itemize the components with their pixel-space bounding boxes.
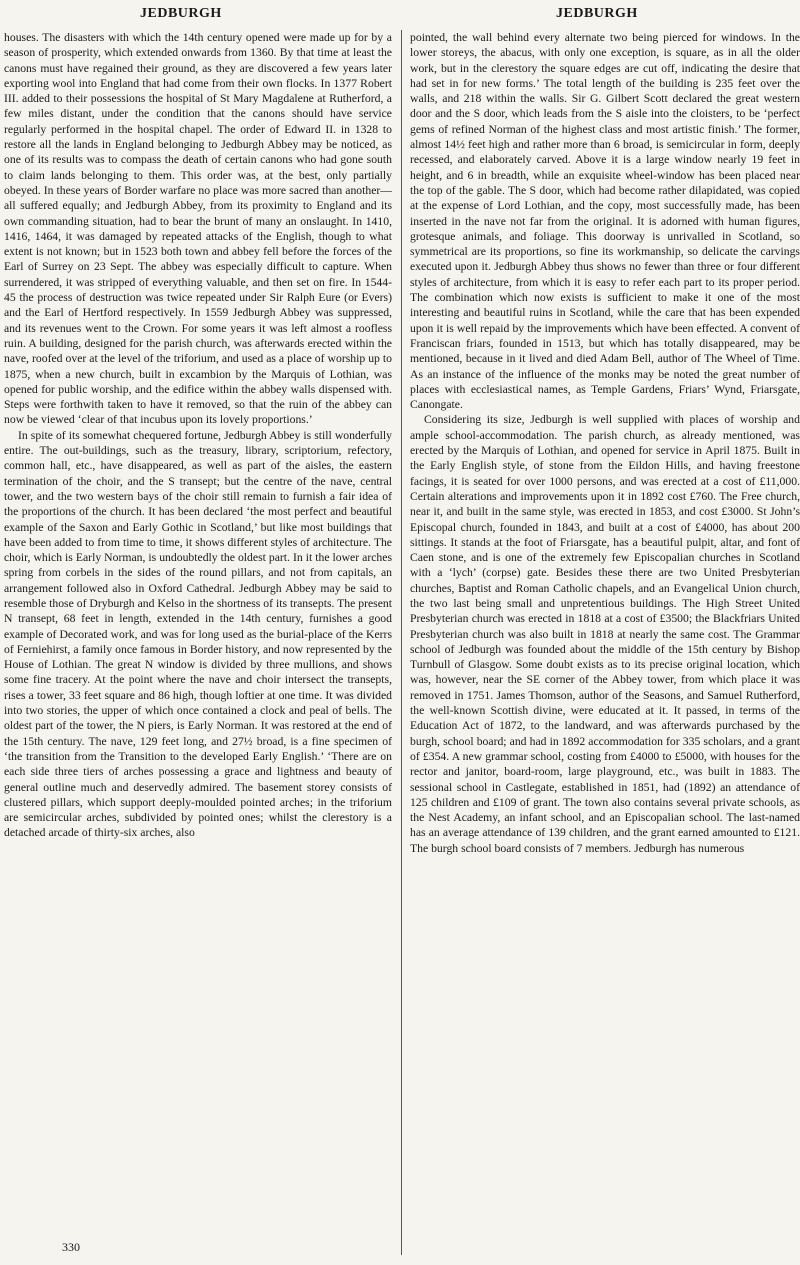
paragraph: Considering its size, Jedburgh is well supplied with places of worship and ample school-accommodation. The parish church, as already mentioned, was erected by the Marquis of Lothian, and opened for service in April 1875. Built in the Early English style, of stone from the Eildon Hills, and having freestone facings, it is seated for over 1000 persons, and was erected at a cost of £11,000. Certain alterations and improvements upon it in 1892 cost £760. The Free church, near it, and built in the same style, was erected in 1853, and cost £3000. St John’s Episcopal church, founded in 1843, and built at a cost of £4000, has about 200 sittings. It stands at the foot of Friarsgate, has a beautiful pulpit, altar, and font of Caen stone, and is one of the extremely few Episcopalian churches in Scotland with a ‘lych’ (corpse) gate. Besides these there are two United Presbyterian churches, Baptist and Roman Catholic chapels, and an Evangelical Union church, the two last being small and unpretentious buildings. The High Street United Presbyterian church was erected in 1818 at a cost of £3500; the Blackfriars United Presbyterian church was also built in 1818 at nearly the same cost. The Grammar school of Jedburgh was founded about the middle of the 15th century by Bishop Turnbull of Glasgow. Some doubt exists as to its precise original location, which was, however, near the SE corner of the Abbey tower, from which place it was removed in 1751. James Thomson, author of the Seasons, and Samuel Rutherford, the well-known Scottish divine, were educated at it. It passed, in terms of the Education Act of 1872, to the landward, and was afterwards purchased by the burgh, school board; and had in 1892 accommodation for 335 scholars, and a grant of £354. A new grammar school, costing from £4000 to £5000, with houses for the rector and janitor, board-room, large playground, etc., was built in 1883. The sessional school in Castlegate, established in 1851, had (1892) an attendance of 125 children and £109 of grant. The town also contains several private schools, as the Nest Academy, an infant school, and an Episcopalian school. The last-named has an average attendance of 139 children, and the grant earned amounted to £121. The burgh school board consists of 7 members. Jedburgh has numerous: [410, 413, 800, 855]
paragraph: houses. The disasters with which the 14th century opened were made up for by a season of prosperity, which extended onwards from 1360. By that time at least the canons must have regained their ground, as they are discovered a few years later exporting wool into England that had come from their own flocks. In 1377 Robert III. added to their possessions the hospital of St Mary Magdalene at Rutherford, a few miles distant, under the condition that the canons should have service regularly performed in the hospital chapel. The order of Edward II. in 1328 to restore all the lands in England belonging to Jedburgh Abbey may be noticed, as one of its results was to compass the death of certain canons who had gone south to claim lands belonging to them. This order was, at the best, only partially obeyed. In these years of Border warfare no place was more sacred than another—all suffered equally; and Jedburgh Abbey, from its proximity to England and its own commanding situation, had to bear the brunt of many an onslaught. In 1410, 1416, 1464, it was damaged by repeated attacks of the English, though to what extent is not known; but in 1523 both town and abbey fell before the forces of the Earl of Surrey on 23 Sept. The abbey was especially difficult to capture. When surrendered, it was stripped of everything valuable, and then set on fire. In 1544-45 the process of destruction was twice repeated under Sir Ralph Eure (or Evers) and the Earl of Hertford respectively. In 1559 Jedburgh Abbey was suppressed, and its revenues went to the Crown. For some years it was left almost a roofless ruin. A building, designed for the parish church, was afterwards erected within the nave, roofed over at the level of the triforium, and used as a place of worship up to 1875, when a new church, built in excambion by the Marquis of Lothian, was opened for public worship, and the edifice within the abbey walls dispensed with. Steps were forthwith taken to have it removed, so that the ruin of the abbey can now be viewed ‘clear of that incubus upon its lovely proportions.’: [4, 31, 392, 427]
column-divider: [401, 30, 402, 1255]
paragraph: In spite of its somewhat chequered fortune, Jedburgh Abbey is still wonderfully entire. The out-buildings, such as the treasury, library, scriptorium, refectory, common hall, etc., have disappeared, as well as part of the aisles, the eastern termination of the choir, and the S transept; but the centre of the nave, central tower, and the two western bays of the choir still remain to furnish a fair idea of the proportions of the church. It has been declared ‘the most perfect and beautiful example of the Saxon and Early Gothic in Scotland,’ but like most buildings that have been added to from time to time, it shows different styles of architecture. The choir, which is Early Norman, is undoubtedly the oldest part. In it the lower arches spring from corbels in the sides of the round pillars, and not from capitals, an arrangement followed also in Oxford Cathedral. Jedburgh Abbey may be said to resemble those of Dryburgh and Kelso in the shortness of its transepts. The present N transept, 68 feet in length, extended in the 14th century, furnishes a good example of Decorated work, and was for long used as the burial-place of the Kerrs of Ferniehirst, a family once famous in Border history, and now represented by the House of Lothian. The great N window is divided by three mullions, and shows some fine tracery. At the point where the nave and choir intersect the transepts, rises a tower, 33 feet square and 86 high, though loftier at one time. It was divided into two stories, the upper of which once contained a clock and peal of bells. The oldest part of the tower, the N piers, is Early Norman. It was restored at the end of the 15th century. The nave, 129 feet long, and 27½ broad, is a fine specimen of ‘the transition from the Transition to the developed Early English.’ ‘There are on each side three tiers of arches possessing a grace and lightness and beauty of general outline much and deservedly admired. The basement storey consists of clustered pillars, which support deeply-moulded pointed arches; in the triforium are semicircular arches, subdivided by pointed ones; whilst the clerestory is a detached arcade of thirty-six arches, also: [4, 428, 392, 840]
running-header: [0, 4, 800, 28]
page-number: 330: [62, 1240, 80, 1254]
right-column: [410, 30, 800, 856]
paragraph: pointed, the wall behind every alternate two being pierced for windows. In the lower storeys, the abacus, with only one exception, is square, as in all the older work, but in the clerestory the square edges are cut off, indicating the desire that had set in for new forms.’ The total length of the building is 235 feet over the walls, and 218 within the walls. Sir G. Gilbert Scott declared the great western door and the S door, which leads from the S aisle into the cloisters, to be ‘perfect gems of refined Norman of the highest class and most artistic finish.’ The former, almost 14½ feet high and rather more than 6 broad, is semicircular in form, deeply recessed, and elaborately carved. Above it is a large window nearly 19 feet in height, and 6 in breadth, while an exquisite wheel-window has been placed near the top of the gable. The S door, which had become rather dilapidated, was copied at the expense of Lord Lothian, and the copy, most successfully made, has been inserted in the nave not far from the original. It is adorned with human figures, grotesque animals, and foliage. This doorway is unrivalled in Scotland, so symmetrical are its proportions, so fine its workmanship, so delicate the carvings executed upon it. Jedburgh Abbey thus shows no fewer than three or four different styles of architecture, from which it is easy to refer each part to its proper period. The combination which now exists is sufficient to make it one of the most interesting and beautiful ruins in Scotland, while the care that has been expended upon it is well repaid by the improvements which have been effected. A convent of Franciscan friars, founded in 1513, but which has totally disappeared, may be mentioned, because in it lived and died Adam Bell, author of The Wheel of Time. As an instance of the influence of the monks may be noted the great number of places with ecclesiastical names, as Temple Gardens, Friars’ Wynd, Friarsgate, Canongate.: [410, 31, 800, 412]
header-right: JEDBURGH: [556, 6, 638, 21]
left-column: [4, 30, 392, 841]
header-left: JEDBURGH: [140, 6, 222, 21]
